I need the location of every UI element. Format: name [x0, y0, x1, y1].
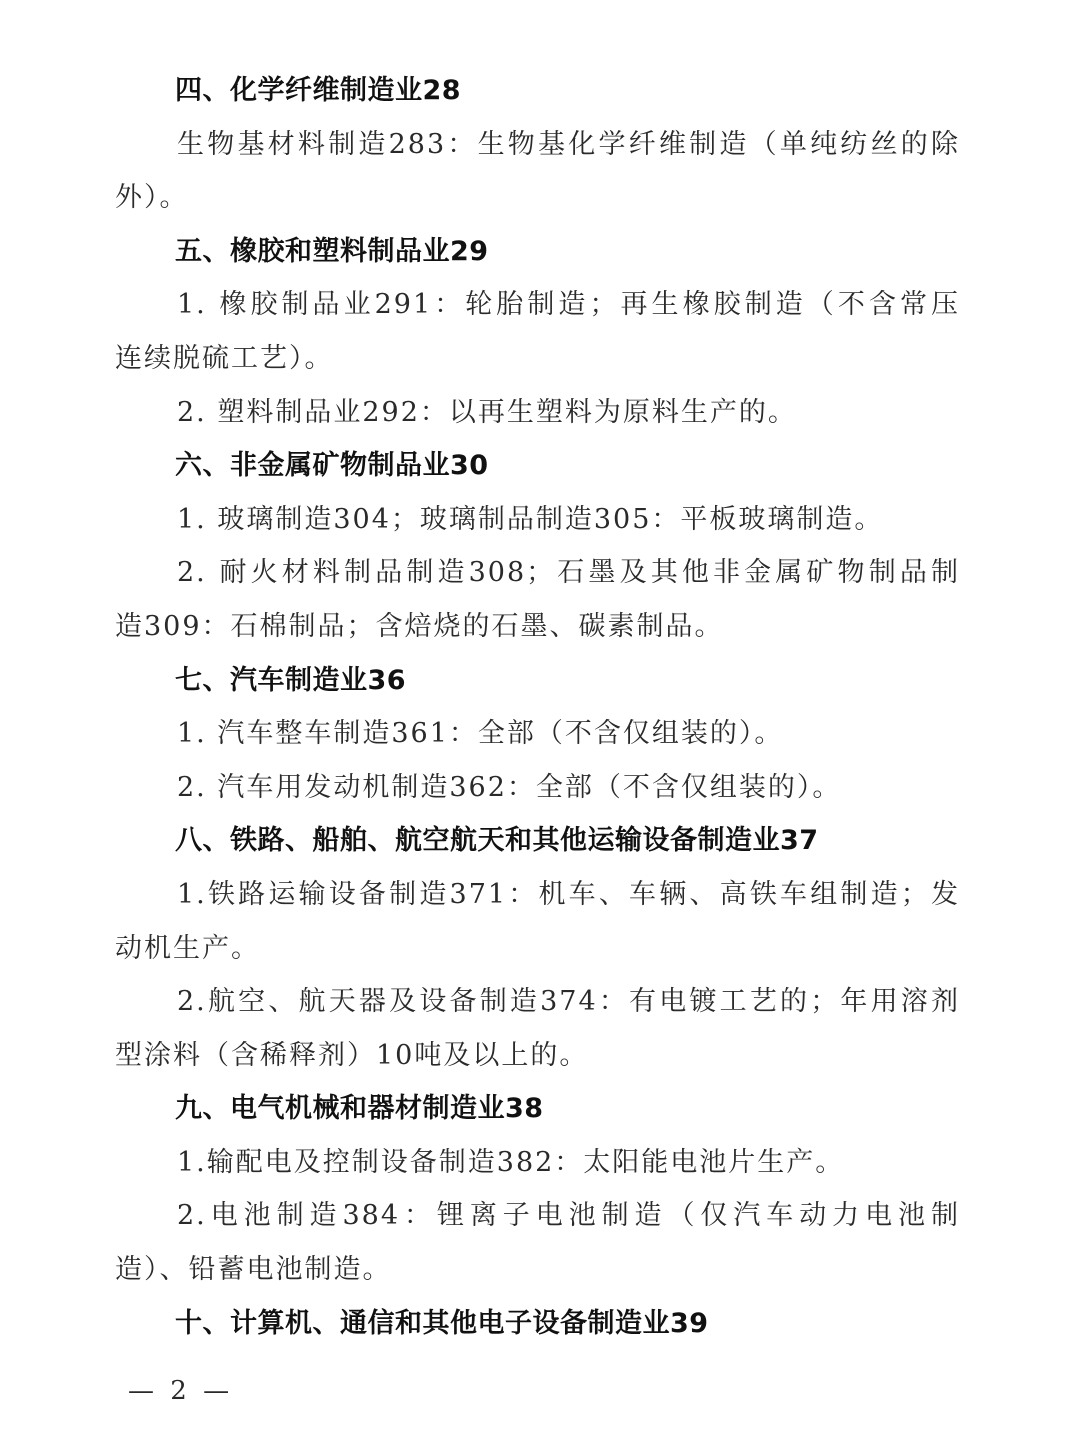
section-heading: 六、非金属矿物制品业30: [175, 450, 489, 482]
paragraph-line: 2. 耐火材料制品制造308；石墨及其他非金属矿物制品制: [177, 557, 960, 589]
paragraph-line: 连续脱硫工艺）。: [115, 342, 334, 374]
paragraph-line: 1. 玻璃制造304；玻璃制品制造305：平板玻璃制造。: [177, 503, 884, 535]
section-heading: 四、化学纤维制造业28: [175, 75, 462, 106]
paragraph-line: 1. 橡胶制品业291：轮胎制造；再生橡胶制造（不含常压: [177, 289, 960, 321]
paragraph-line: 1.输配电及控制设备制造382：太阳能电池片生产。: [177, 1146, 845, 1178]
page-number: — 2 —: [128, 1376, 234, 1406]
paragraph-line: 动机生产。: [115, 932, 260, 964]
paragraph-line: 生物基材料制造283：生物基化学纤维制造（单纯纺丝的除: [177, 128, 960, 160]
paragraph-line: 2. 塑料制品业292：以再生塑料为原料生产的。: [177, 396, 797, 428]
section-heading: 八、铁路、船舶、航空航天和其他运输设备制造业37: [175, 825, 819, 857]
section-heading: 九、电气机械和器材制造业38: [175, 1093, 544, 1125]
document-body: [115, 64, 960, 1350]
paragraph-line: 型涂料（含稀释剂）10吨及以上的。: [115, 1039, 589, 1071]
paragraph-line: 2.电池制造384：锂离子电池制造（仅汽车动力电池制: [177, 1200, 960, 1232]
paragraph-line: 1.铁路运输设备制造371：机车、车辆、高铁车组制造；发: [177, 878, 960, 910]
section-heading: 五、橡胶和塑料制品业29: [175, 235, 489, 267]
paragraph-line: 造）、铅蓄电池制造。: [115, 1254, 392, 1286]
paragraph-line: 造309：石棉制品；含焙烧的石墨、碳素制品。: [115, 610, 724, 642]
paragraph-line: 2.航空、航天器及设备制造374：有电镀工艺的；年用溶剂: [177, 986, 960, 1018]
section-heading: 十、计算机、通信和其他电子设备制造业39: [175, 1307, 709, 1339]
paragraph-line: 2. 汽车用发动机制造362：全部（不含仅组装的）。: [177, 771, 842, 803]
section-heading: 七、汽车制造业36: [175, 664, 407, 696]
paragraph-line: 外）。: [115, 182, 189, 214]
paragraph-line: 1. 汽车整车制造361：全部（不含仅组装的）。: [177, 718, 784, 750]
